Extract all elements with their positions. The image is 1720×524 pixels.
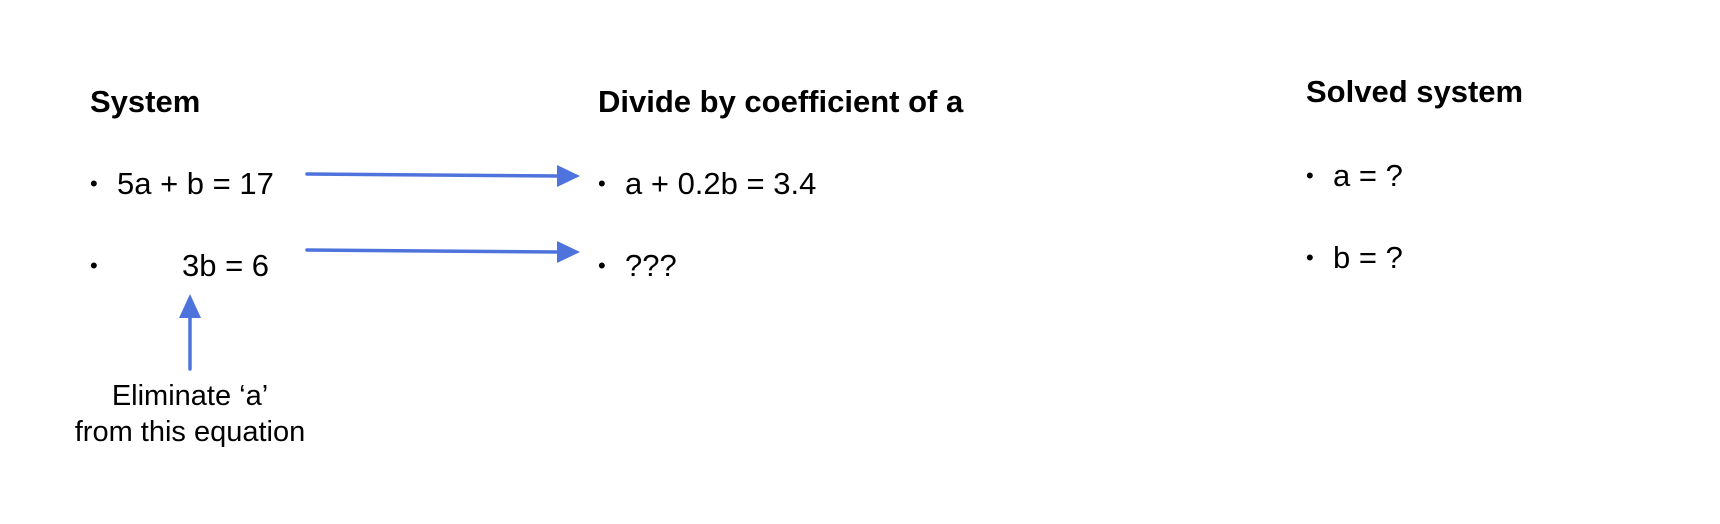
system-equation-2-text: 3b = 6 (182, 248, 270, 283)
arrow-row-1-head-icon (557, 165, 580, 187)
divide-equation-2-text: ??? (625, 248, 677, 283)
bullet-icon: • (90, 171, 98, 196)
bullet-icon: • (90, 253, 98, 278)
system-heading: System (90, 84, 201, 119)
arrow-row-2-head-icon (557, 241, 580, 263)
arrow-up-head-icon (179, 294, 201, 318)
divide-equation-1-text: a + 0.2b = 3.4 (625, 166, 817, 201)
arrow-row-2-line (307, 250, 558, 252)
bullet-icon: • (1306, 163, 1314, 188)
divide-heading: Divide by coefficient of a (598, 84, 964, 119)
system-equation-1-text: 5a + b = 17 (117, 166, 274, 201)
solved-equation-1-text: a = ? (1333, 158, 1403, 193)
bullet-icon: • (598, 253, 606, 278)
arrow-row-1-line (307, 174, 558, 176)
solved-equation-2-text: b = ? (1333, 240, 1403, 275)
eliminate-note-line-2: from this equation (74, 416, 306, 448)
bullet-icon: • (598, 171, 606, 196)
eliminate-note-line-1: Eliminate ‘a’ (111, 380, 269, 412)
bullet-icon: • (1306, 245, 1314, 270)
solved-heading: Solved system (1306, 74, 1524, 109)
